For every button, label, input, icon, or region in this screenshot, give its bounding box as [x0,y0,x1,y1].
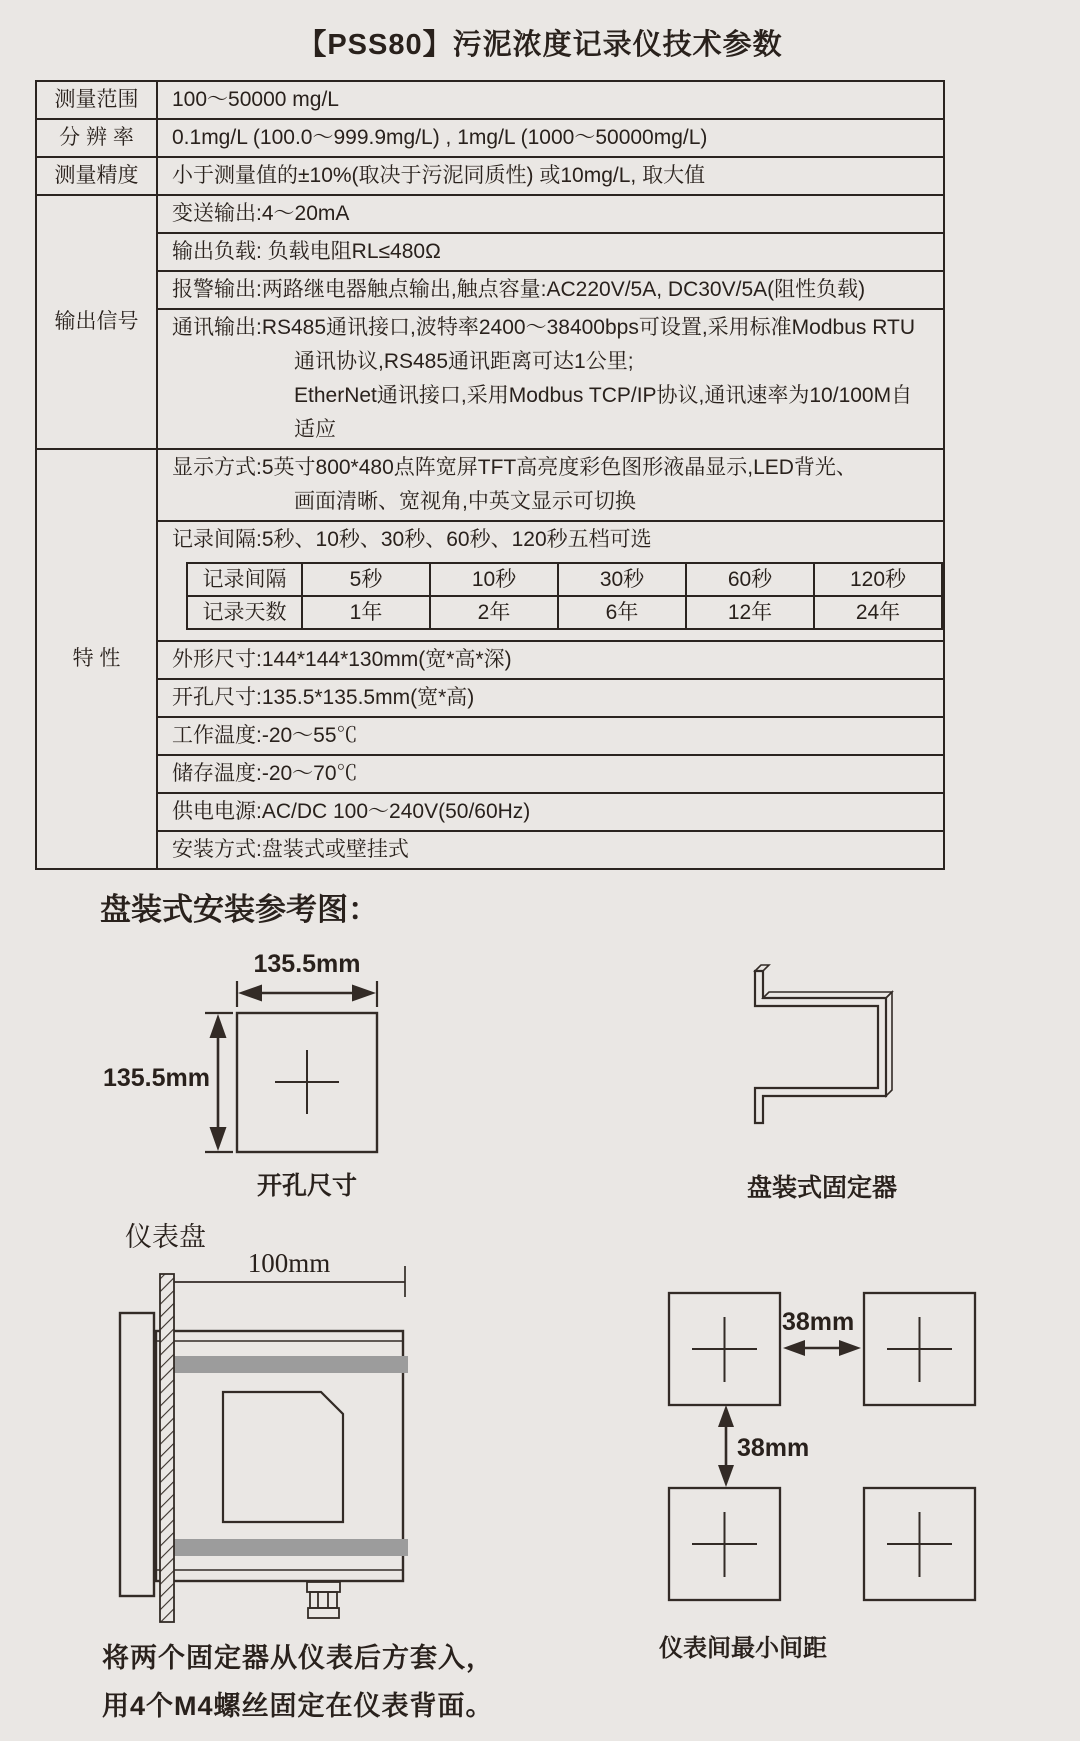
record-header-2: 10秒 [430,563,558,596]
front-bezel [120,1313,154,1596]
spacing-arrow-vertical [718,1405,734,1487]
spec-row-feature-cutout [36,679,944,717]
spec-row-feature-worktemp [36,717,944,755]
spacing-arrow-horizontal [783,1340,861,1356]
panel-caption: 仪表盘 [125,1222,206,1252]
spec-label-resolution: 分 辨 率 [36,119,157,157]
spec-row-feature-mounting [36,831,944,869]
spec-value-worktemp: 工作温度:-20～55℃ [157,717,944,755]
spec-row-resolution [36,119,944,157]
spec-value-dimensions: 外形尺寸:144*144*130mm(宽*高*深) [157,641,944,679]
installation-note-line-2: 用4个M4螺丝固定在仪表背面。 [102,1691,494,1721]
record-header-1: 5秒 [302,563,430,596]
installation-section-title: 盘装式安装参考图： [100,892,379,927]
record-header-5: 120秒 [814,563,942,596]
panel-cross-section [160,1274,174,1622]
spec-value-load: 输出负载: 负载电阻RL≤480Ω [157,233,944,271]
cutout-dimension-diagram [205,981,377,1152]
cutout-caption: 开孔尺寸 [256,1172,357,1200]
spacing-vertical-label: 38mm [737,1434,810,1462]
minimum-spacing-diagram [669,1293,975,1600]
record-interval-table [186,562,943,630]
record-table-header-row [187,563,942,596]
spec-value-comm [157,309,944,449]
side-label-window [223,1392,343,1522]
depth-dimension-label: 100mm [247,1248,331,1278]
spec-row-feature-display [36,449,944,521]
installation-note-line-1: 将两个固定器从仪表后方套入， [102,1643,494,1673]
record-data-4: 12年 [686,596,814,629]
fixer-side-face [886,992,892,1096]
instrument-square-bottom-left [669,1488,780,1600]
spec-label-output: 输出信号 [36,195,157,449]
spec-row-output-alarm [36,271,944,309]
spec-value-alarm: 报警输出:两路继电器触点输出,触点容量:AC220V/5A, DC30V/5A(阻性负载) [157,271,944,309]
spec-value-accuracy: 小于测量值的±10%(取决于污泥同质性) 或10mg/L, 取大值 [157,157,944,195]
spec-row-output-transmit [36,195,944,233]
spec-table-container [35,80,945,870]
record-data-0: 记录天数 [187,596,302,629]
spec-label-accuracy: 测量精度 [36,157,157,195]
display-line-2: 画面清晰、宽视角,中英文显示可切换 [294,490,636,513]
mounting-bracket-bar-bottom [174,1539,408,1556]
cutout-height-dimension-label: 135.5mm [102,1064,210,1092]
cutout-square [237,1013,377,1152]
record-table-data-row [187,596,942,629]
spec-value-range: 100～50000 mg/L [157,81,944,119]
spec-value-power: 供电电源:AC/DC 100～240V(50/60Hz) [157,793,944,831]
record-header-4: 60秒 [686,563,814,596]
panel-fixer-caption: 盘装式固定器 [746,1174,897,1202]
record-header-3: 30秒 [558,563,686,596]
spec-value-resolution: 0.1mg/L (100.0～999.9mg/L) , 1mg/L (1000～50000mg/L) [157,119,944,157]
fixer-flange-top-face [755,965,769,971]
spec-value-mounting: 安装方式:盘装式或壁挂式 [157,831,944,869]
spec-row-feature-storagetemp [36,755,944,793]
instrument-square-top-right [864,1293,975,1405]
comm-line-2: 通讯协议,RS485通讯距离可达1公里; [294,350,634,373]
comm-line-1: 通讯输出:RS485通讯接口,波特率2400～38400bps可设置,采用标准Modbus RTU [172,316,916,339]
spec-value-transmit: 变送输出:4～20mA [157,195,944,233]
spacing-horizontal-label: 38mm [782,1308,855,1336]
record-data-5: 24年 [814,596,942,629]
record-header-0: 记录间隔 [187,563,302,596]
spec-row-feature-interval [36,521,944,641]
display-line-1: 显示方式:5英寸800*480点阵宽屏TFT高亮度彩色图形液晶显示,LED背光、 [172,456,857,479]
square-crosshairs [692,1317,952,1577]
spec-value-storagetemp: 储存温度:-20～70℃ [157,755,944,793]
interval-text: 记录间隔:5秒、10秒、30秒、60秒、120秒五档可选 [172,528,652,551]
mounting-bracket-bar-top [174,1356,408,1373]
spec-value-cutout: 开孔尺寸:135.5*135.5mm(宽*高) [157,679,944,717]
fixer-top-face [763,992,892,998]
panel-fixer-outline [755,965,892,1123]
instrument-square-bottom-right [864,1488,975,1600]
cutout-width-arrow [237,981,377,1007]
record-data-1: 1年 [302,596,430,629]
spec-row-output-load [36,233,944,271]
comm-line-3: EtherNet通讯接口,采用Modbus TCP/IP协议,通讯速率为10/100M自适应 [294,384,913,441]
spec-row-feature-dimensions [36,641,944,679]
record-data-3: 6年 [558,596,686,629]
page-title: 【PSS80】污泥浓度记录仪技术参数 [297,29,783,61]
instrument-side-view [120,1266,408,1622]
instrument-square-top-left [669,1293,780,1405]
instrument-case [156,1331,403,1581]
cutout-width-dimension-label: 135.5mm [253,950,361,978]
spec-label-features: 特 性 [36,449,157,869]
spec-row-range [36,81,944,119]
spec-value-interval [157,521,944,641]
spec-row-feature-power [36,793,944,831]
record-data-2: 2年 [430,596,558,629]
cutout-crosshair [275,1050,339,1114]
spec-row-output-comm [36,309,944,449]
cable-gland [307,1582,340,1618]
spec-row-accuracy [36,157,944,195]
spacing-caption: 仪表间最小间距 [659,1635,827,1662]
spec-value-display [157,449,944,521]
spec-label-range: 测量范围 [36,81,157,119]
spec-table [35,80,945,870]
